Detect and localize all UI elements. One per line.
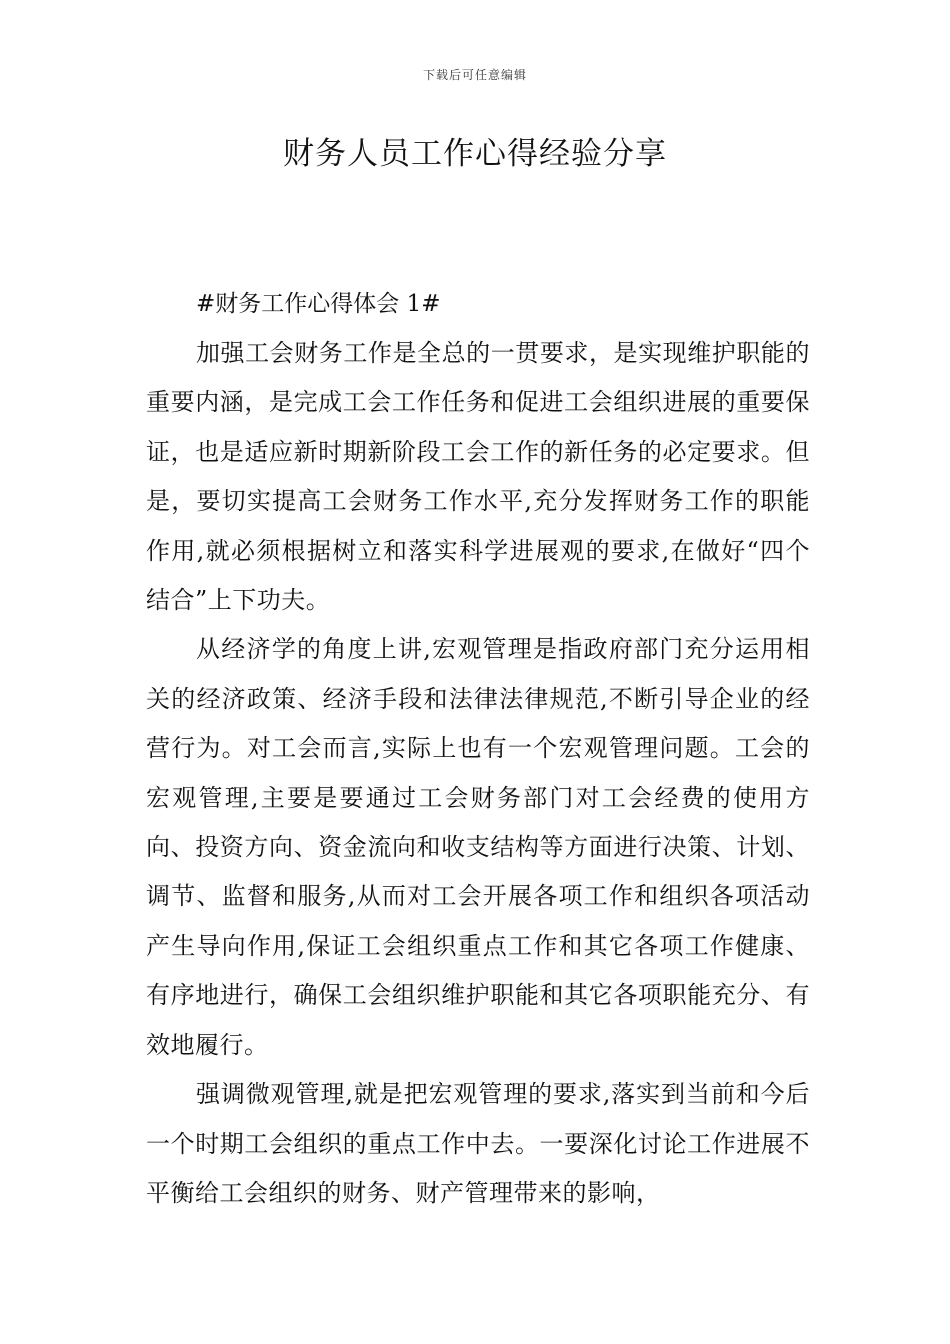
paragraph-2: 从经济学的角度上讲,宏观管理是指政府部门充分运用相关的经济政策、经济手段和法律法律规范,不断引导企业的经营行为。对工会而言,实际上也有一个宏观管理问题。工会的宏观管理,主要是要通过工会财务部门对工会经费的使用方向、投资方向、资金流向和收支结构等方面进行决策、计划、调节、监督和服务,从而对工会开展各项工作和组织各项活动产生导向作用,保证工会组织重点工作和其它各项工作健康、有序地进行，确保工会组织维护职能和其它各项职能充分、有效地履行。 [146, 635, 810, 1059]
paragraph-1: 加强工会财务工作是全总的一贯要求，是实现维护职能的重要内涵，是完成工会工作任务和促进工会组织进展的重要保证，也是适应新时期新阶段工会工作的新任务的必定要求。但是，要切实提高工会财务工作水平,充分发挥财务工作的职能作用,就必须根据树立和落实科学进展观的要求,在做好“四个结合”上下功夫。 [146, 339, 810, 615]
document-body [146, 280, 810, 1218]
paragraph-3: 强调微观管理,就是把宏观管理的要求,落实到当前和今后一个时期工会组织的重点工作中去。一要深化讨论工作进展不平衡给工会组织的财务、财产管理带来的影响， [146, 1080, 810, 1207]
header-note: 下载后可任意编辑 [422, 68, 527, 82]
document-title: 财务人员工作心得经验分享 [283, 136, 667, 172]
section-heading: #财务工作心得体会 1# [196, 291, 441, 317]
